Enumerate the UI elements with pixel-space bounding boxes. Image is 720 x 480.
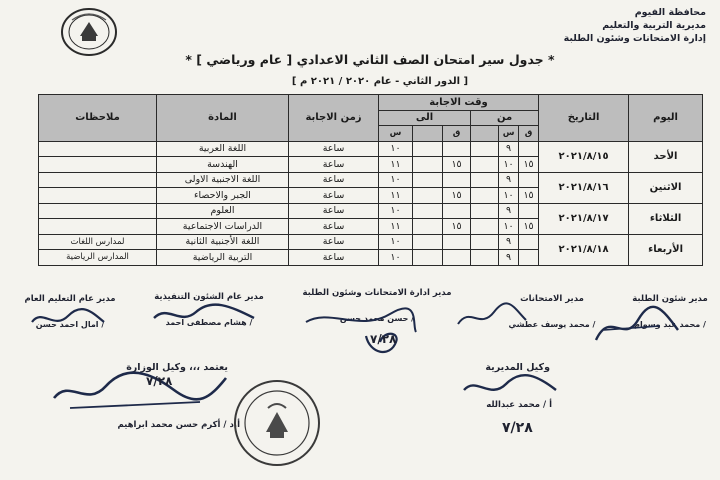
- to-spacer-cell: [413, 188, 443, 204]
- to-minute-cell: [443, 203, 471, 219]
- to-spacer-cell: [413, 250, 443, 266]
- handwritten-date: ٧/٢٨: [502, 420, 533, 436]
- to-hour-cell: ١١: [379, 219, 413, 235]
- notes-cell: [39, 219, 157, 235]
- date-cell: ٢٠٢١/٨/١٧: [539, 203, 629, 234]
- handwritten-signature-icon: [590, 300, 686, 350]
- subject-cell: اللغة الاجنبية الاولى: [157, 172, 289, 188]
- date-cell: ٢٠٢١/٨/١٦: [539, 172, 629, 203]
- handwritten-signature-icon: [28, 302, 108, 332]
- to-minute-cell: [443, 141, 471, 157]
- notes-cell: [39, 203, 157, 219]
- from-spacer-cell: [471, 250, 499, 266]
- exam-schedule-table: [38, 94, 703, 266]
- from-hour-header: س: [499, 126, 519, 142]
- duration-cell: ساعة: [289, 172, 379, 188]
- signature-name: / حسن محمد حسن: [339, 314, 415, 323]
- governorate-label: محافظة الفيوم: [634, 7, 706, 18]
- table-row: [39, 234, 703, 250]
- document-subtitle: [ الدور الثاني - عام ٢٠٢٠ / ٢٠٢١ م ]: [291, 76, 469, 87]
- handwritten-date: ٧/٢٨: [370, 332, 397, 346]
- duration-cell: ساعة: [289, 157, 379, 173]
- from-minute-header: ق: [519, 126, 539, 142]
- from-minute-cell: [519, 141, 539, 157]
- ministry-header: [556, 6, 706, 45]
- from-hour-cell: ٩: [499, 141, 519, 157]
- deputy-director-name: أ / محمد عبدالله: [486, 400, 552, 410]
- official-stamp-icon: [232, 378, 322, 468]
- from-minute-cell: ١٥: [519, 219, 539, 235]
- to-hour-cell: ١١: [379, 188, 413, 204]
- from-hour-cell: ١٠: [499, 219, 519, 235]
- from-minute-cell: [519, 172, 539, 188]
- date-cell: ٢٠٢١/٨/١٥: [539, 141, 629, 172]
- signature-role: مدير عام التعليم العام: [24, 294, 116, 304]
- from-hour-cell: ٩: [499, 203, 519, 219]
- signature-role: مدير الامتحانات: [520, 294, 584, 304]
- notes-cell: [39, 157, 157, 173]
- directorate-label: مديرية التربية والتعليم: [602, 20, 706, 31]
- handwritten-signature-icon: [150, 300, 260, 330]
- to-spacer-cell: [413, 219, 443, 235]
- document-title: * جدول سير امتحان الصف الثاني الاعدادي [ عام ورياضي ] *: [185, 52, 555, 67]
- day-header: اليوم: [629, 95, 703, 142]
- from-spacer-cell: [471, 219, 499, 235]
- to-spacer-cell: [413, 172, 443, 188]
- from-minute-cell: [519, 234, 539, 250]
- from-spacer-cell: [471, 203, 499, 219]
- to-minute-cell: ١٥: [443, 219, 471, 235]
- to-hour-cell: ١٠: [379, 203, 413, 219]
- duration-cell: ساعة: [289, 203, 379, 219]
- from-hour-cell: ١٠: [499, 188, 519, 204]
- notes-cell: [39, 141, 157, 157]
- signature-name: / محمد يوسف عطشي: [508, 320, 596, 329]
- to-minute-cell: ١٥: [443, 157, 471, 173]
- duration-cell: ساعة: [289, 234, 379, 250]
- duration-cell: ساعة: [289, 219, 379, 235]
- notes-cell: لمدارس اللغات: [39, 234, 157, 250]
- from-hour-cell: ٩: [499, 172, 519, 188]
- day-cell: الثلاثاء: [629, 203, 703, 234]
- from-spacer-cell: [471, 157, 499, 173]
- notes-header: ملاحظات: [39, 95, 157, 142]
- from-header: من: [471, 110, 539, 126]
- undersecretary-role: يعتمد ،،، وكيل الوزارة: [126, 362, 228, 373]
- signature-name: / امال احمد حسن: [35, 320, 105, 329]
- department-label: إدارة الامتحانات وشئون الطلبة: [563, 33, 706, 44]
- notes-cell: [39, 188, 157, 204]
- to-minute-cell: [443, 250, 471, 266]
- to-minute-cell: [443, 234, 471, 250]
- subject-cell: الجبر والاحصاء: [157, 188, 289, 204]
- to-minute-header: ق: [443, 126, 471, 142]
- from-spacer-cell: [471, 172, 499, 188]
- from-minute-cell: ١٥: [519, 157, 539, 173]
- from-minute-cell: [519, 250, 539, 266]
- subject-cell: اللغة الأجنبية الثانية: [157, 234, 289, 250]
- table-row: [39, 172, 703, 188]
- ministry-seal-icon: [58, 6, 120, 58]
- to-spacer-cell: [413, 234, 443, 250]
- to-hour-cell: ١١: [379, 157, 413, 173]
- to-spacer-cell: [413, 141, 443, 157]
- subject-cell: الدراسات الاجتماعية: [157, 219, 289, 235]
- handwritten-signature-icon: [454, 302, 530, 332]
- date-header: التاريخ: [539, 95, 629, 142]
- to-spacer-cell: [413, 157, 443, 173]
- from-hour-cell: ١٠: [499, 157, 519, 173]
- duration-cell: ساعة: [289, 188, 379, 204]
- notes-cell: المدارس الرياضية: [39, 250, 157, 266]
- deputy-director-role: وكيل المديرية: [485, 362, 550, 373]
- to-minute-cell: ١٥: [443, 188, 471, 204]
- signature-role: مدير شئون الطلبة: [632, 294, 708, 304]
- subject-cell: التربية الرياضية: [157, 250, 289, 266]
- duration-header: زمن الاجابة: [289, 95, 379, 142]
- to-hour-header: س: [379, 126, 413, 142]
- to-hour-cell: ١٠: [379, 234, 413, 250]
- from-spacer-cell: [471, 234, 499, 250]
- to-hour-cell: ١٠: [379, 250, 413, 266]
- to-hour-cell: ١٠: [379, 172, 413, 188]
- to-spacer-header: [413, 126, 443, 142]
- signature-role: مدير ادارة الامتحانات وشئون الطلبة: [302, 288, 452, 298]
- signature-name: / هشام مصطفى احمد: [165, 318, 253, 327]
- from-spacer-cell: [471, 141, 499, 157]
- from-hour-cell: ٩: [499, 250, 519, 266]
- handwritten-signature-icon: [460, 372, 560, 402]
- to-minute-cell: [443, 172, 471, 188]
- day-cell: الاثنين: [629, 172, 703, 203]
- to-header: الى: [379, 110, 471, 126]
- to-hour-cell: ١٠: [379, 141, 413, 157]
- handwritten-date: ٧/٢٨: [146, 374, 173, 388]
- subject-cell: الهندسة: [157, 157, 289, 173]
- to-spacer-cell: [413, 203, 443, 219]
- from-minute-cell: ١٥: [519, 188, 539, 204]
- duration-cell: ساعة: [289, 141, 379, 157]
- from-spacer-cell: [471, 188, 499, 204]
- date-cell: ٢٠٢١/٨/١٨: [539, 234, 629, 265]
- day-cell: الأربعاء: [629, 234, 703, 265]
- from-hour-cell: ٩: [499, 234, 519, 250]
- notes-cell: [39, 172, 157, 188]
- subject-cell: اللغة العربية: [157, 141, 289, 157]
- subject-header: المادة: [157, 95, 289, 142]
- signature-role: مدير عام الشئون التنفيذية: [154, 292, 264, 302]
- day-cell: الأحد: [629, 141, 703, 172]
- table-row: [39, 141, 703, 157]
- table-row: [39, 203, 703, 219]
- undersecretary-name: أ.د / أكرم حسن محمد ابراهيم: [117, 420, 240, 430]
- handwritten-signature-icon: [50, 368, 230, 412]
- answer-time-header: وقت الاجابة: [379, 95, 539, 111]
- handwritten-signature-icon: [300, 302, 420, 362]
- signature-name: / محمد عبد وسوام: [634, 320, 706, 329]
- duration-cell: ساعة: [289, 250, 379, 266]
- subject-cell: العلوم: [157, 203, 289, 219]
- from-spacer-header: [471, 126, 499, 142]
- from-minute-cell: [519, 203, 539, 219]
